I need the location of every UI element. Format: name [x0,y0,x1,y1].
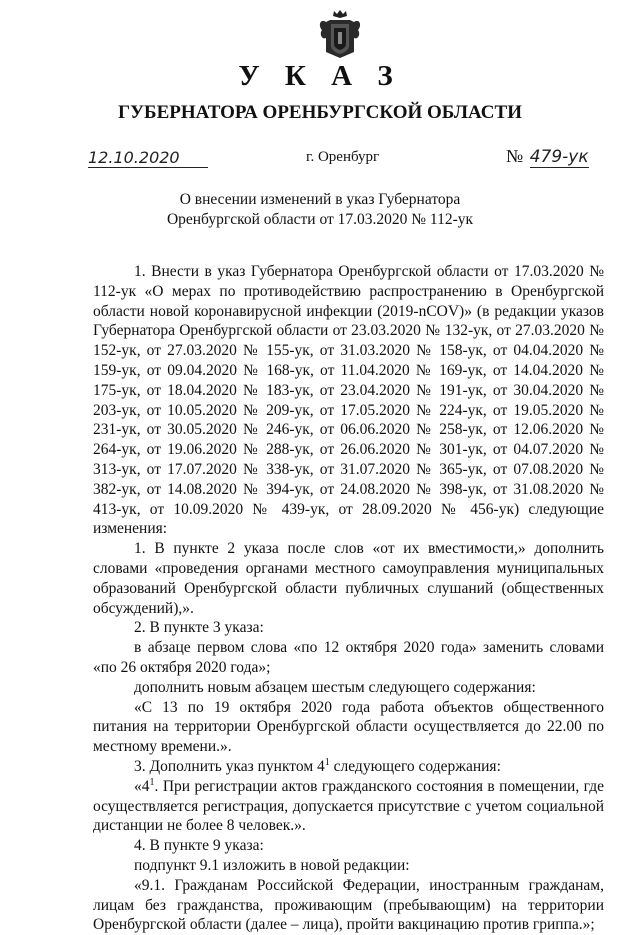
paragraph-8-sup: 1 [149,776,155,788]
paragraph-8-text-b: . При регистрации актов гражданского состояния в помещении, где осуществляется регистрация, допускается присутствие с учетом социальной дистанции не более 8 человек.». [93,777,604,835]
heading-line-2: Оренбургской области от 17.03.2020 № 112-ук [166,211,474,228]
coat-of-arms-emblem [316,8,364,60]
decree-number [506,146,589,167]
paragraph-4: в абзаце первом слова «по 12 октября 2020 года» заменить словами «по 26 октября 2020 года»; [93,639,604,676]
paragraph-10: подпункт 9.1 изложить в новой редакции: [134,856,410,874]
number-prefix: № [506,146,524,166]
paragraph-2: 1. В пункте 2 указа после слов «от их вместимости,» дополнить словами «проведения органами местного самоуправления муниципальных образований Оренбургской области публичных слушаний (общественных обсуждений),». [93,540,604,617]
decree-city: г. Оренбург [306,149,380,165]
paragraph-6: «С 13 по 19 октября 2020 года работа объектов общественного питания на территории Оренбургской области осуществляется до 22.00 по местному времени.». [93,698,604,756]
decree-date: 12.10.2020 [88,148,208,168]
paragraph-7-sup: 1 [324,756,330,768]
issuer-title: ГУБЕРНАТОРА ОРЕНБУРГСКОЙ ОБЛАСТИ [118,102,522,123]
heading-line-1: О внесении изменений в указ Губернатора [179,191,461,208]
paragraph-5: дополнить новым абзацем шестым следующего содержания: [134,678,536,696]
paragraph-8-text-a: «4 [134,777,150,795]
document-body [93,262,604,935]
paragraph-7-text-b: следующего содержания: [329,757,501,775]
paragraph-11: «9.1. Гражданам Российской Федерации, иностранным гражданам, лицам без гражданства, проживающим (пребывающим) на территории Оренбургской области (далее – лица), пройти вакцинацию против гриппа.»; [93,876,604,934]
paragraph-1: 1. Внести в указ Губернатора Оренбургской области от 17.03.2020 № 112-ук «О мерах по противодействию распространению в Оренбургской области новой коронавирусной инфекции (2019-nCOV)» (в редакции указов Губернатора Оренбургской области от 23.03.2020 № 132-ук, от 27.03.2020 № 152-ук, от 27.03.2020 № 155-ук, от 31.03.2020 № 158-ук, от 04.04.2020 № 159-ук, от 09.04.2020 № 168-ук, от 11.04.2020 № 169-ук, от 14.04.2020 № 175-ук, от 18.04.2020 № 183-ук, от 23.04.2020 № 191-ук, от 30.04.2020 № 203-ук, от 10.05.2020 № 209-ук, от 17.05.2020 № 224-ук, от 19.05.2020 № 231-ук, от 30.05.2020 № 246-ук, от 06.06.2020 № 258-ук, от 12.06.2020 № 264-ук, от 19.06.2020 № 288-ук, от 26.06.2020 № 301-ук, от 04.07.2020 № 313-ук, от 17.07.2020 № 338-ук, от 31.07.2020 № 365-ук, от 07.08.2020 № 382-ук, от 14.08.2020 № 394-ук, от 24.08.2020 № 398-ук, от 31.08.2020 № 413-ук, от 10.09.2020 № 439-ук, от 28.09.2020 № 456-ук) следующие изменения: [93,263,604,538]
paragraph-8 [93,777,604,836]
paragraph-7 [93,757,604,777]
decree-title: У К А З [238,60,402,92]
paragraph-9: 4. В пункте 9 указа: [134,837,264,855]
document-heading [0,190,640,230]
paragraph-3: 2. В пункте 3 указа: [134,619,264,637]
number-value: 479-ук [529,147,589,167]
paragraph-7-text-a: 3. Дополнить указ пунктом 4 [134,757,325,775]
